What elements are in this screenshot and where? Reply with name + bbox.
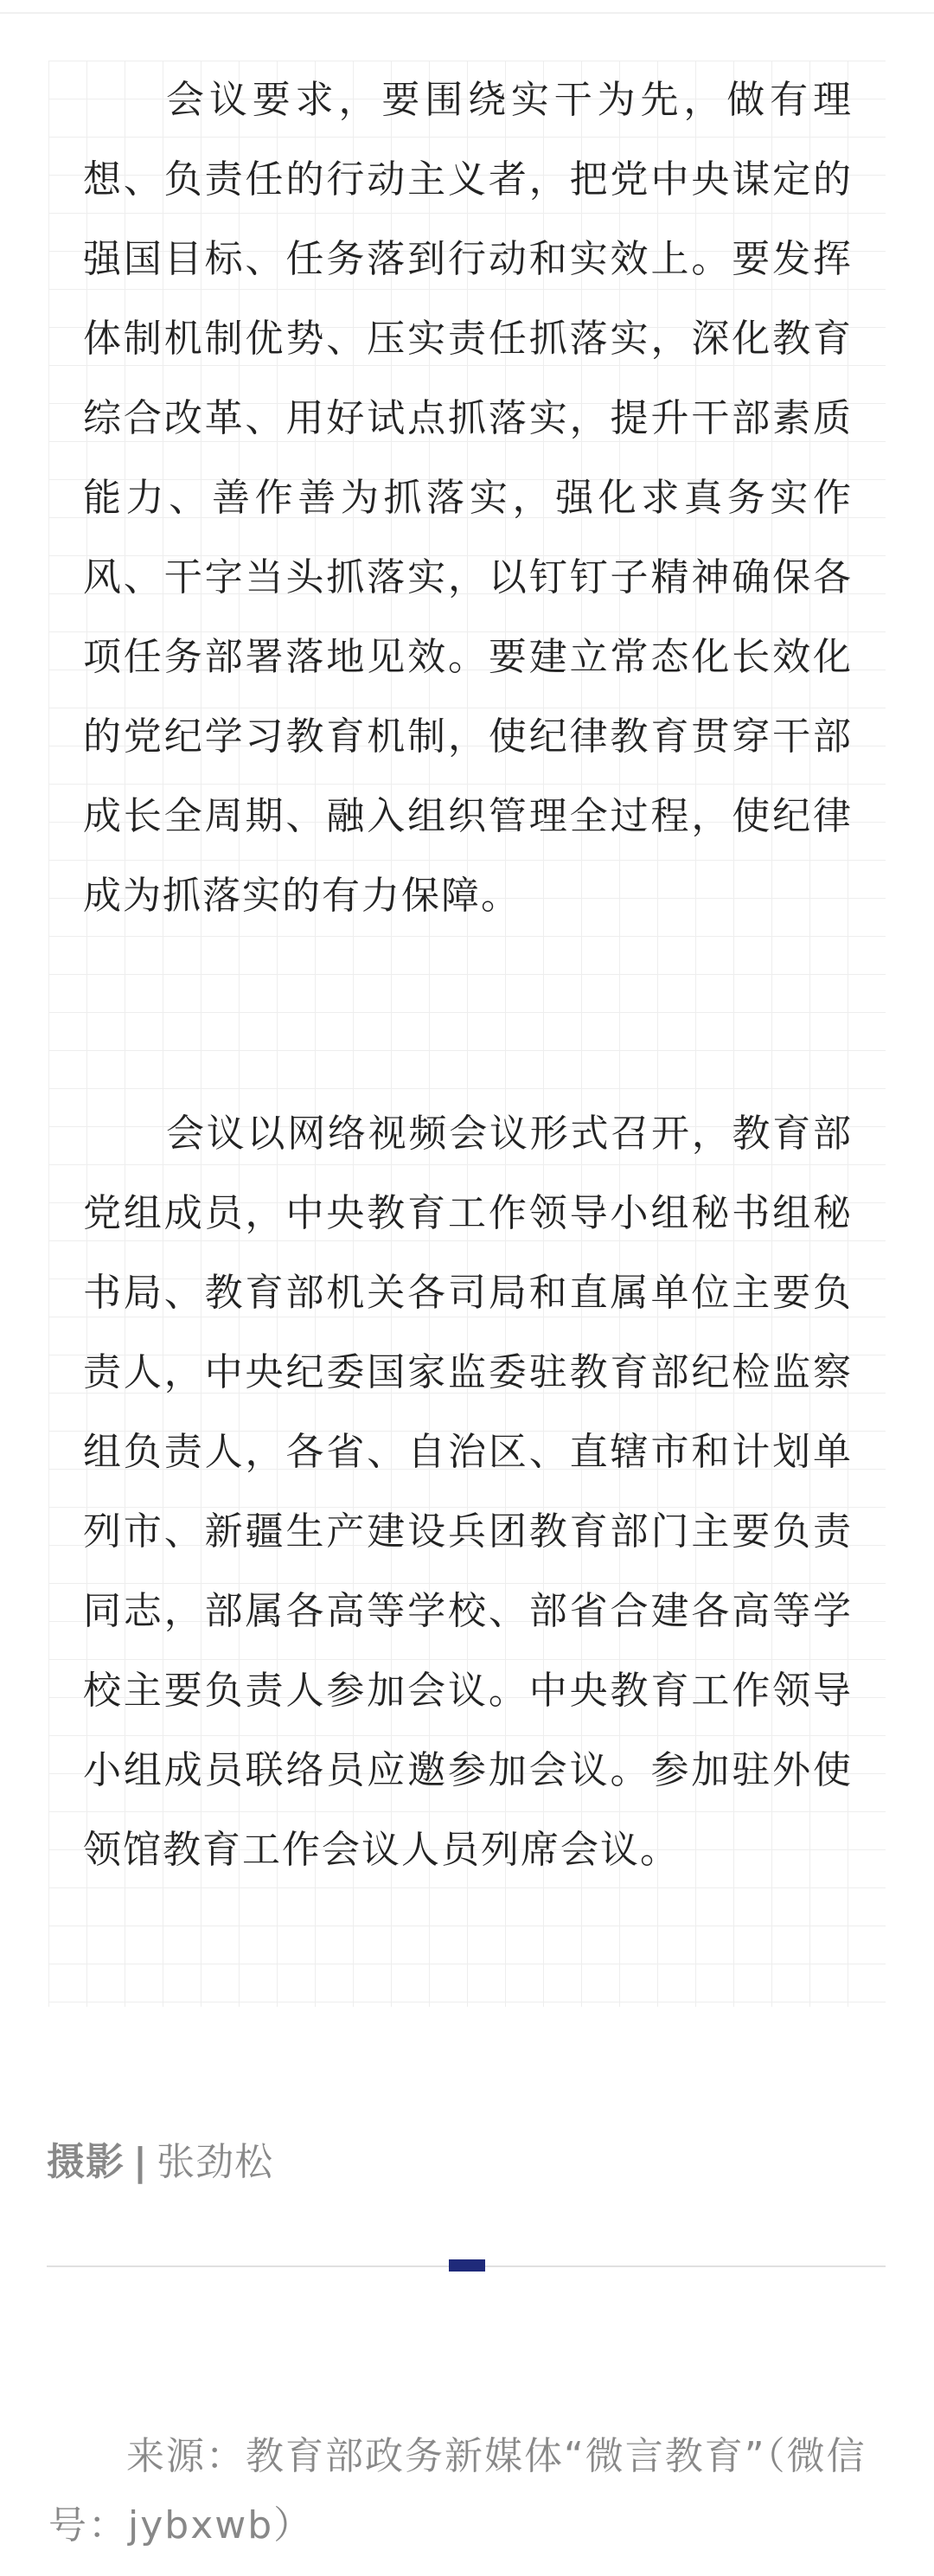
photographer-name: 张劲松 bbox=[157, 2140, 274, 2184]
photo-credit-separator: | bbox=[133, 2140, 149, 2184]
top-divider bbox=[0, 0, 934, 14]
photo-credit bbox=[47, 2137, 273, 2188]
divider-accent-mark bbox=[449, 2259, 485, 2272]
article-paragraph-1: 会议要求，要围绕实干为先，做有理想、负责任的行动主义者，把党中央谋定的强国目标、任务落到行动和实效上。要发挥体制机制优势、压实责任抓落实，深化教育综合改革、用好试点抓落实，提升干部素质能力、善作善为抓落实，强化求真务实作风、干字当头抓落实，以钉钉子精神确保各项任务部署落地见效。要建立常态化长效化的党纪学习教育机制，使纪律教育贯穿干部成长全周期、融入组织管理全过程，使纪律成为抓落实的有力保障。 bbox=[83, 78, 853, 918]
photo-credit-caption: 摄影 bbox=[47, 2140, 125, 2184]
article-paragraph-2: 会议以网络视频会议形式召开，教育部党组成员，中央教育工作领导小组秘书组秘书局、教育部机关各司局和直属单位主要负责人，中央纪委国家监委驻教育部纪检监察组负责人，各省、自治区、直辖市和计划单列市、新疆生产建设兵团教育部门主要负责同志，部属各高等学校、部省合建各高等学校主要负责人参加会议。中央教育工作领导小组成员联络员应邀参加会议。参加驻外使领馆教育工作会议人员列席会议。 bbox=[83, 1112, 853, 1872]
source-note: 来源：教育部政务新媒体“微言教育”（微信号：jybxwb） bbox=[48, 2434, 867, 2547]
